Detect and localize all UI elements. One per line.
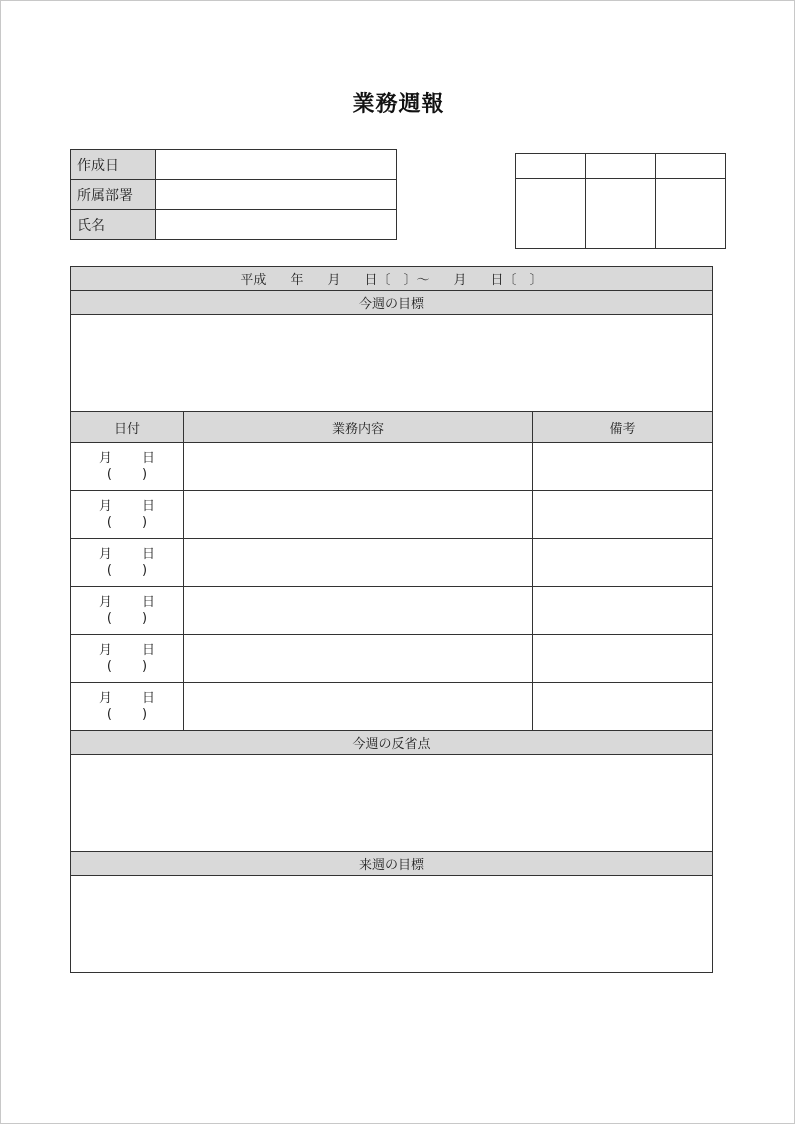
stamp-cell[interactable]	[586, 179, 656, 249]
content-cell[interactable]	[184, 443, 533, 491]
weekly-report-table	[70, 266, 713, 973]
this-week-goal-field[interactable]	[71, 315, 713, 412]
day-label: 日	[142, 546, 156, 562]
stamp-header-row	[516, 154, 726, 179]
weekday-open-paren: (	[106, 562, 112, 578]
content-cell[interactable]	[184, 491, 533, 539]
stamp-header-cell[interactable]	[586, 154, 656, 179]
content-cell[interactable]	[184, 539, 533, 587]
approval-stamp-table	[515, 153, 726, 249]
this-week-goal-heading: 今週の目標	[71, 291, 713, 315]
period-era: 平成	[240, 273, 267, 288]
name-field[interactable]	[156, 210, 397, 240]
content-cell[interactable]	[184, 635, 533, 683]
info-label-created-date: 作成日	[71, 150, 156, 180]
date-cell[interactable]	[71, 587, 184, 635]
month-label: 月	[98, 498, 112, 514]
month-label: 月	[98, 594, 112, 610]
period-tilde: ～	[416, 273, 430, 288]
reflection-header-row	[71, 731, 713, 755]
period-start-month: 月	[327, 273, 341, 288]
date-cell[interactable]	[71, 635, 184, 683]
stamp-header-cell[interactable]	[656, 154, 726, 179]
stamp-cell[interactable]	[516, 179, 586, 249]
info-label-department: 所属部署	[71, 180, 156, 210]
day-label: 日	[142, 690, 156, 706]
reflection-heading: 今週の反省点	[71, 731, 713, 755]
month-label: 月	[98, 546, 112, 562]
notes-column-header: 備考	[533, 412, 713, 443]
weekday-close-paren: )	[142, 514, 148, 530]
period-start-weekday: 〔 〕	[377, 273, 417, 288]
reflection-body-row	[71, 755, 713, 852]
notes-cell[interactable]	[533, 683, 713, 731]
next-goal-header-row	[71, 852, 713, 876]
table-row	[71, 491, 713, 539]
created-date-field[interactable]	[156, 150, 397, 180]
report-period[interactable]	[71, 267, 713, 291]
info-row	[71, 180, 397, 210]
department-field[interactable]	[156, 180, 397, 210]
table-row	[71, 539, 713, 587]
date-column-header: 日付	[71, 412, 184, 443]
stamp-body-row	[516, 179, 726, 249]
notes-cell[interactable]	[533, 635, 713, 683]
weekday-open-paren: (	[106, 514, 112, 530]
date-cell[interactable]	[71, 683, 184, 731]
date-cell[interactable]	[71, 443, 184, 491]
content-cell[interactable]	[184, 683, 533, 731]
weekday-open-paren: (	[106, 706, 112, 722]
period-start-day: 日	[364, 273, 378, 288]
column-header-row	[71, 412, 713, 443]
table-row	[71, 587, 713, 635]
day-label: 日	[142, 498, 156, 514]
stamp-cell[interactable]	[656, 179, 726, 249]
info-label-name: 氏名	[71, 210, 156, 240]
reflection-field[interactable]	[71, 755, 713, 852]
weekday-open-paren: (	[106, 658, 112, 674]
info-row	[71, 150, 397, 180]
weekday-open-paren: (	[106, 466, 112, 482]
month-label: 月	[98, 690, 112, 706]
info-row	[71, 210, 397, 240]
period-row	[71, 267, 713, 291]
stamp-header-cell[interactable]	[516, 154, 586, 179]
date-cell[interactable]	[71, 491, 184, 539]
table-row	[71, 635, 713, 683]
content-column-header: 業務内容	[184, 412, 533, 443]
next-week-goal-heading: 来週の目標	[71, 852, 713, 876]
page-title: 業務週報	[352, 92, 445, 117]
table-row	[71, 443, 713, 491]
next-goal-body-row	[71, 876, 713, 973]
content-cell[interactable]	[184, 587, 533, 635]
notes-cell[interactable]	[533, 491, 713, 539]
goal-body-row	[71, 315, 713, 412]
weekday-close-paren: )	[142, 466, 148, 482]
next-week-goal-field[interactable]	[71, 876, 713, 973]
period-year: 年	[290, 273, 304, 288]
period-end-month: 月	[453, 273, 467, 288]
month-label: 月	[98, 450, 112, 466]
day-label: 日	[142, 594, 156, 610]
month-label: 月	[98, 642, 112, 658]
weekday-close-paren: )	[142, 706, 148, 722]
weekday-close-paren: )	[142, 658, 148, 674]
date-cell[interactable]	[71, 539, 184, 587]
notes-cell[interactable]	[533, 539, 713, 587]
period-end-day: 日	[490, 273, 504, 288]
weekday-close-paren: )	[142, 610, 148, 626]
day-label: 日	[142, 642, 156, 658]
weekday-open-paren: (	[106, 610, 112, 626]
notes-cell[interactable]	[533, 587, 713, 635]
info-table	[70, 149, 397, 240]
goal-header-row	[71, 291, 713, 315]
notes-cell[interactable]	[533, 443, 713, 491]
weekday-close-paren: )	[142, 562, 148, 578]
day-label: 日	[142, 450, 156, 466]
table-row	[71, 683, 713, 731]
period-end-weekday: 〔 〕	[503, 273, 543, 288]
